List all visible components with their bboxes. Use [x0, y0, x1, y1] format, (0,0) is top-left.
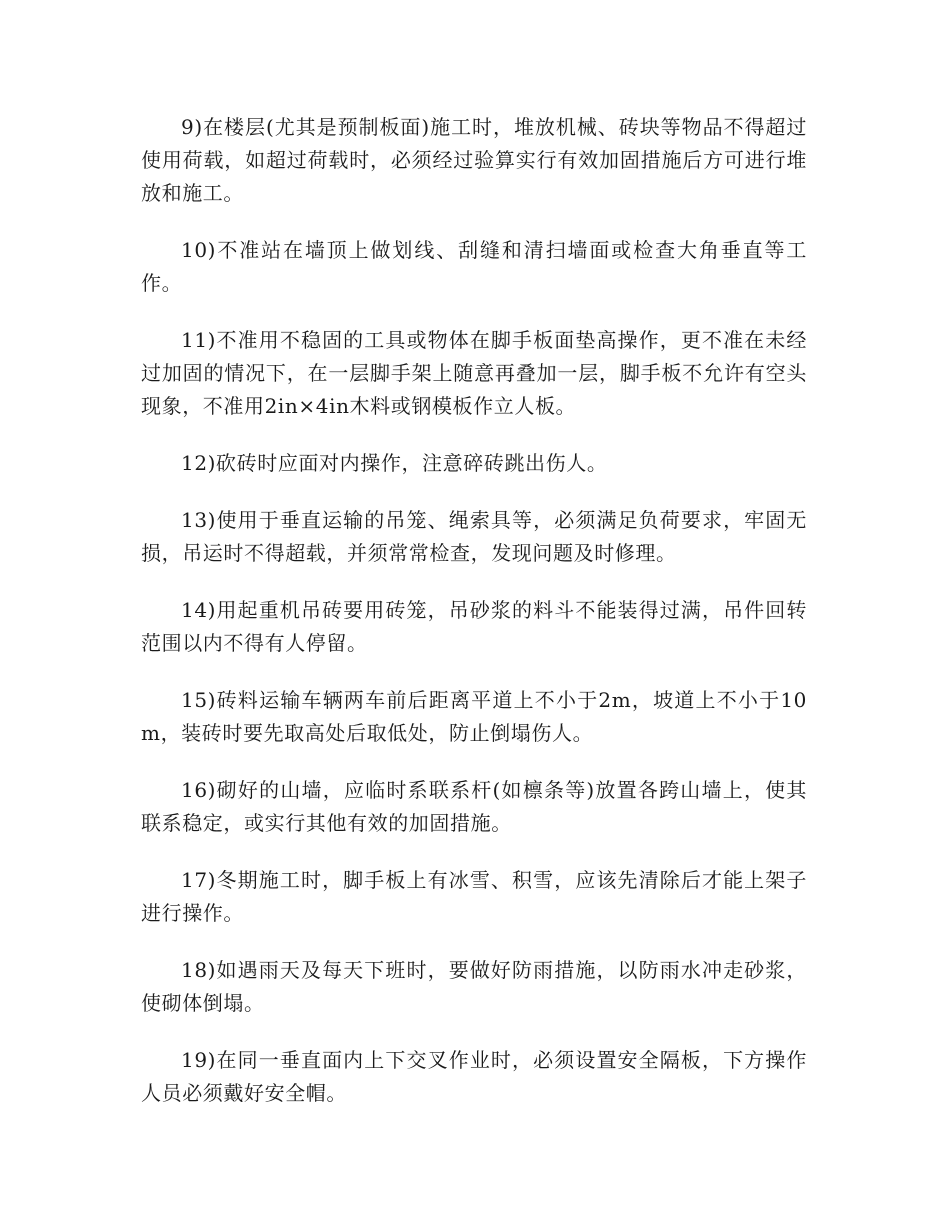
paragraph-item-17: 17)冬期施工时，脚手板上有冰雪、积雪，应该先清除后才能上架子进行操作。 — [141, 868, 807, 925]
paragraph-item-9: 9)在楼层(尤其是预制板面)施工时，堆放机械、砖块等物品不得超过使用荷载，如超过荷载时，必须经过验算实行有效加固措施后方可进行堆放和施工。 — [141, 115, 807, 205]
document-body — [141, 111, 807, 1134]
paragraph-item-16: 16)砌好的山墙，应临时系联系杆(如檩条等)放置各跨山墙上，使其联系稳定，或实行其他有效的加固措施。 — [141, 778, 807, 835]
paragraph-item-19: 19)在同一垂直面内上下交叉作业时，必须设置安全隔板，下方操作人员必须戴好安全帽。 — [141, 1048, 807, 1105]
paragraph-item-14: 14)用起重机吊砖要用砖笼，吊砂浆的料斗不能装得过满，吊件回转范围以内不得有人停留。 — [141, 598, 807, 655]
paragraph-item-15: 15)砖料运输车辆两车前后距离平道上不小于2m，坡道上不小于10m，装砖时要先取高处后取低处，防止倒塌伤人。 — [141, 688, 807, 745]
paragraph-item-13: 13)使用于垂直运输的吊笼、绳索具等，必须满足负荷要求，牢固无损，吊运时不得超载，并须常常检查，发现问题及时修理。 — [141, 508, 807, 565]
paragraph-item-18: 18)如遇雨天及每天下班时，要做好防雨措施，以防雨水冲走砂浆，使砌体倒塌。 — [141, 958, 807, 1015]
paragraph-item-10: 10)不准站在墙顶上做划线、刮缝和清扫墙面或检查大角垂直等工作。 — [141, 238, 807, 295]
paragraph-item-12: 12)砍砖时应面对内操作，注意碎砖跳出伤人。 — [181, 451, 608, 475]
paragraph-item-11: 11)不准用不稳固的工具或物体在脚手板面垫高操作，更不准在未经过加固的情况下，在一层脚手架上随意再叠加一层，脚手板不允许有空头现象，不准用2in×4in木料或钢模板作立人板。 — [141, 328, 807, 418]
